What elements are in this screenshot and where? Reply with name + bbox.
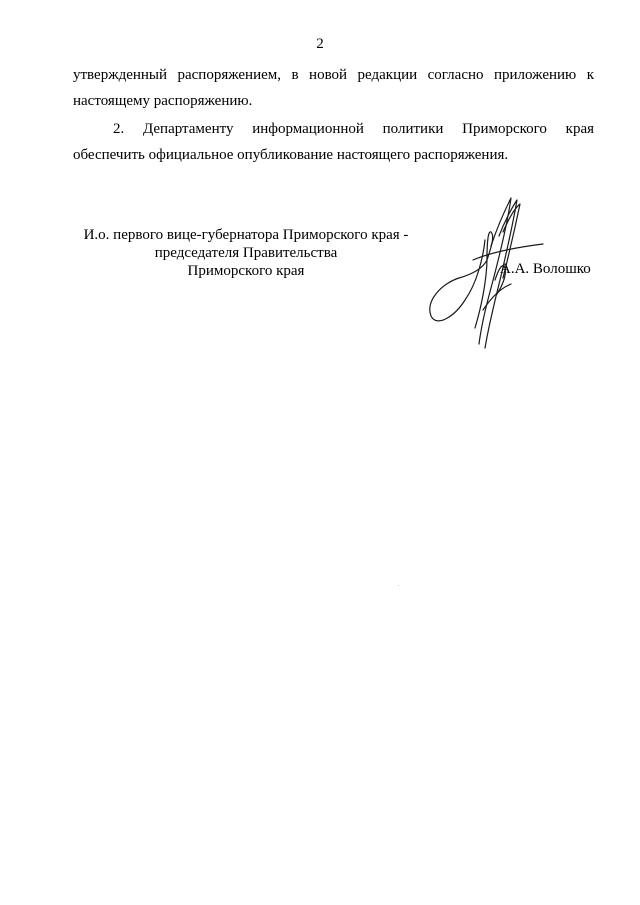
scan-speck (398, 585, 399, 586)
signer-title-line: Приморского края (187, 263, 305, 279)
paragraph-line: утвержденный распоряжением, в новой редакции согласно приложению к (73, 67, 594, 83)
page-number: 2 (316, 36, 324, 52)
signer-name: А.А. Волошко (500, 261, 591, 277)
signer-title-line: И.о. первого вице-губернатора Приморского края - (83, 227, 409, 243)
paragraph-line: обеспечить официальное опубликование настоящего распоряжения. (73, 147, 509, 163)
paragraph-item-2 (73, 116, 594, 168)
paragraph-continuation (73, 62, 594, 114)
signer-title-line: председателя Правительства (154, 245, 338, 261)
paragraph-line: 2. Департаменту информационной политики Приморского края (113, 121, 594, 137)
paragraph-line: настоящему распоряжению. (73, 93, 253, 109)
signer-title (76, 226, 416, 280)
